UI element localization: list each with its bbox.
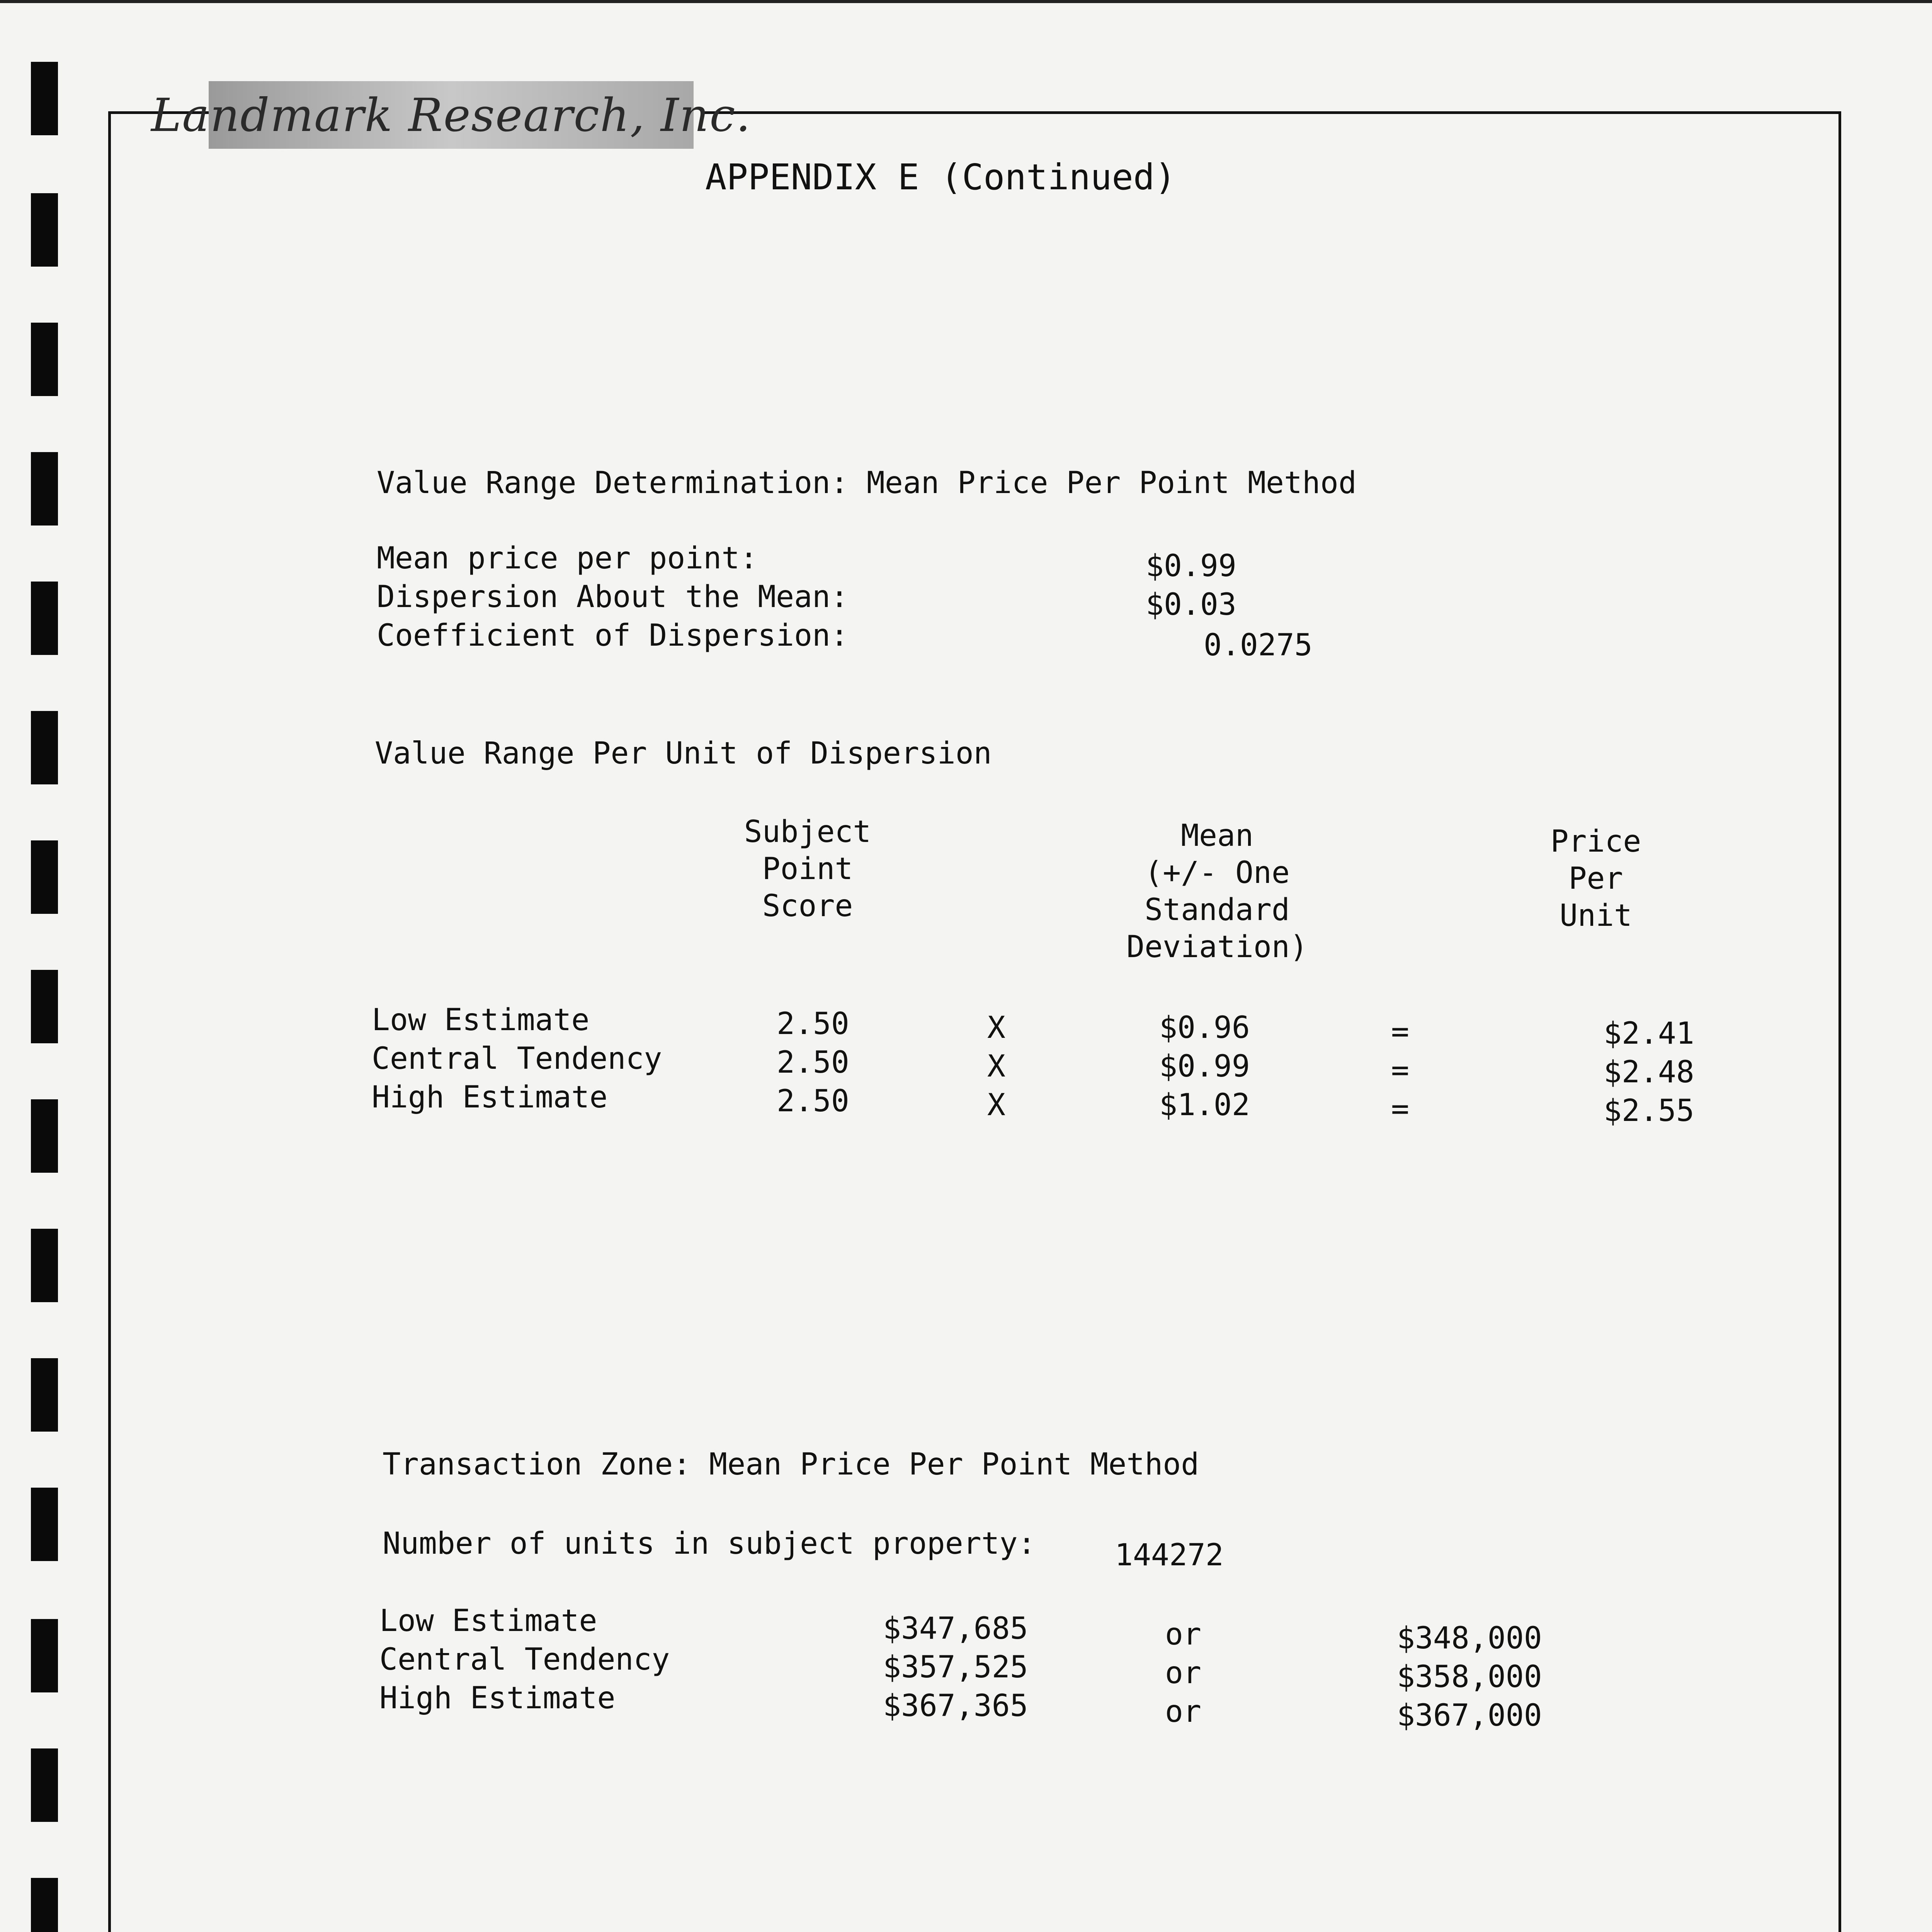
stat-value: 0.0275 [1204,628,1313,663]
units-value: 144272 [1115,1538,1224,1573]
binder-hole [31,1619,58,1692]
section2-heading: Value Range Per Unit of Dispersion [375,736,992,771]
binder-hole [31,1878,58,1932]
stat-value: $0.03 [1146,587,1236,622]
column-header-score: Subject Point Score [744,815,871,923]
company-logo [151,81,752,149]
multiply-sign: X [987,1088,1005,1122]
binder-hole [31,582,58,655]
or-text: or [1165,1656,1201,1690]
row-label: Low Estimate [372,1003,590,1037]
column-header-price: Price Per Unit [1550,824,1641,933]
binder-hole [31,970,58,1043]
rounded-value: $367,000 [1397,1698,1542,1733]
multiply-sign: X [987,1049,1005,1084]
binder-hole [31,711,58,784]
stat-value: $0.99 [1146,549,1236,583]
rounded-value: $358,000 [1397,1660,1542,1694]
binder-hole [31,1099,58,1173]
stat-label: Coefficient of Dispersion: [377,618,849,653]
units-label: Number of units in subject property: [383,1526,1036,1561]
score-cell: 2.50 [777,1045,849,1080]
equals-sign: = [1391,1014,1409,1049]
score-cell: 2.50 [777,1007,849,1041]
or-text: or [1165,1694,1201,1729]
frame-border [108,111,111,1932]
binder-hole [31,62,58,135]
section1-heading: Value Range Determination: Mean Price Per Point Method [377,466,1357,500]
page-title: APPENDIX E (Continued) [705,156,1176,198]
logo-text: Landmark Research, Inc. [151,88,752,142]
binder-hole [31,452,58,526]
binder-hole [31,193,58,267]
binder-hole [31,1229,58,1302]
stat-label: Dispersion About the Mean: [377,580,849,614]
mean-cell: $0.96 [1159,1010,1250,1045]
estimate-value: $357,525 [883,1650,1028,1685]
estimate-value: $367,365 [883,1689,1028,1723]
mean-cell: $0.99 [1159,1049,1250,1084]
estimate-value: $347,685 [883,1611,1028,1646]
section3-heading: Transaction Zone: Mean Price Per Point Method [383,1447,1199,1482]
price-cell: $2.41 [1604,1016,1694,1051]
multiply-sign: X [987,1010,1005,1045]
frame-border [701,111,1841,114]
row-label: Low Estimate [379,1604,597,1638]
price-cell: $2.55 [1604,1094,1694,1128]
price-cell: $2.48 [1604,1055,1694,1090]
binder-hole [31,1748,58,1822]
binder-hole [31,840,58,914]
rounded-value: $348,000 [1397,1621,1542,1656]
binder-hole [31,1488,58,1561]
mean-cell: $1.02 [1159,1088,1250,1122]
equals-sign: = [1391,1053,1409,1088]
equals-sign: = [1391,1092,1409,1126]
binder-hole [31,1358,58,1432]
score-cell: 2.50 [777,1084,849,1119]
frame-border [1838,111,1841,1932]
row-label: High Estimate [372,1080,608,1115]
row-label: High Estimate [379,1681,616,1716]
row-label: Central Tendency [379,1642,670,1677]
page-top-edge [0,0,1932,3]
binder-hole [31,323,58,396]
column-header-mean: Mean (+/- One Standard Deviation) [1126,818,1308,964]
or-text: or [1165,1617,1201,1652]
stat-label: Mean price per point: [377,541,758,576]
row-label: Central Tendency [372,1041,662,1076]
